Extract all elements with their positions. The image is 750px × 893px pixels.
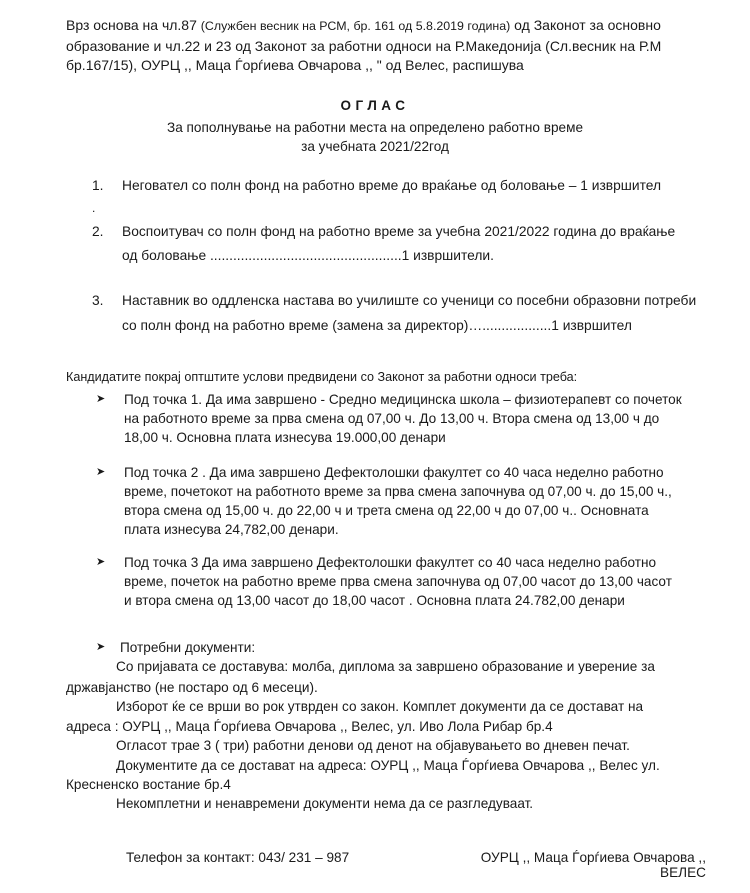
organization-city: ВЕЛЕС (660, 865, 706, 880)
organization-signature (481, 850, 706, 880)
position-text: со полн фонд на работно време (замена за директор)…..................1 извршител (122, 318, 632, 333)
arrowhead-bullet-icon: ➤ (96, 393, 106, 405)
documents-para-1-line-2: државјанство (не постаро од 6 месеци). (66, 680, 318, 695)
position-number: 2. (92, 224, 104, 239)
position-text: Неговател со полн фонд на работно време до враќање од боловање – 1 извршител (122, 178, 662, 193)
documents-para-4-line-2: Кресненско востание бр.4 (66, 777, 231, 792)
position-text: Наставник во оддленска настава во училиште со ученици со посебни образовни потреби (122, 293, 697, 308)
documents-para-4-line-1: Документите да се достават на адреса: ОУРЦ ,, Маца Ѓорѓиева Овчарова ,, Велес ул. (116, 758, 660, 773)
subtitle-line-2: за учебната 2021/22год (301, 139, 449, 154)
contact-phone: Телефон за контакт: 043/ 231 – 987 (126, 850, 350, 865)
gazette-reference: (Службен весник на РСМ, бр. 161 од 5.8.2019 година) (200, 19, 511, 33)
intro-paragraph (66, 16, 661, 76)
documents-para-2-line-2: адреса : ОУРЦ ,, Маца Ѓорѓиева Овчарова ,, Велес, ул. Иво Лола Рибар бр.4 (66, 719, 553, 734)
position-text: од боловање ..................................................1 извршители. (122, 248, 494, 263)
stray-dot: . (92, 201, 96, 215)
document-title: ОГЛАС (340, 98, 410, 113)
documents-para-1-line-1: Со пријавата се доставува: молба, диплома за завршено образование и уверение за (116, 659, 655, 674)
documents-para-2-line-1: Изборот ќе се врши во рок утврден со закон. Комплет документи да се достават на (116, 699, 644, 714)
documents-para-3: Огласот трае 3 ( три) работни денови од денот на објавувањето во дневен печат. (116, 738, 630, 753)
intro-line-1: Врз основа на чл.87 (Службен весник на РСМ, бр. 161 од 5.8.2019 година) од Законот за основно (66, 17, 661, 33)
intro-line-3: бр.167/15), ОУРЦ ,, Маца Ѓорѓиева Овчарова ,, " од Велес, распишува (66, 57, 524, 73)
documents-heading: Потребни документи: (120, 640, 256, 655)
documents-para-5: Некомплетни и ненавремени документи нема да се разгледуваат. (116, 796, 534, 811)
position-number: 3. (92, 293, 104, 308)
position-text: Воспоитувач со полн фонд на работно време за учебна 2021/2022 година до враќање (122, 224, 676, 239)
candidates-heading: Кандидатите покрај оптштите услови предвидени со Законот за работни односи треба: (66, 370, 578, 384)
position-number: 1. (92, 178, 104, 193)
intro-line-2: образование и чл.22 и 23 од Законот за работни односи на Р.Македонија (Сл.весник на Р.М (66, 37, 662, 54)
arrowhead-bullet-icon: ➤ (96, 466, 106, 478)
arrowhead-bullet-icon: ➤ (96, 556, 106, 568)
organization-name: ОУРЦ ,, Маца Ѓорѓиева Овчарова ,, (480, 850, 706, 865)
subtitle-line-1: За пополнување на работни места на определено работно време (166, 120, 583, 135)
arrowhead-bullet-icon: ➤ (96, 641, 106, 653)
